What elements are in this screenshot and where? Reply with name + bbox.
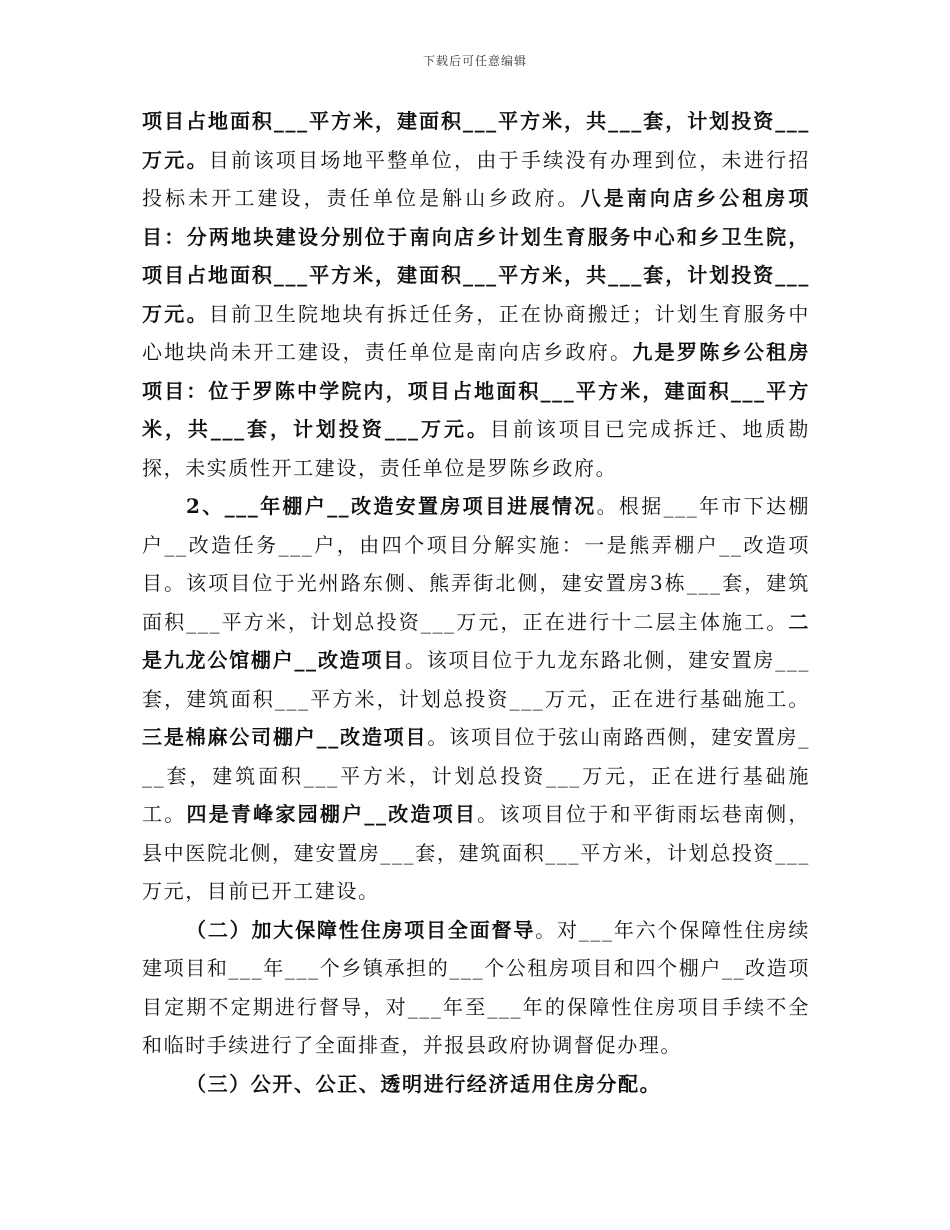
paragraph-allocation-heading (142, 1065, 810, 1104)
text-run: 。根据___年市下达棚户__改造任务___户，由四个项目分解实施：一是熊弄棚户__改造项目。该项目位于光州路东侧、熊弄街北侧，建安置房3栋___套，建筑面积___平方米，计划总投资___万元，正在进行十二层主体施工。 (142, 494, 811, 634)
text-run: 。该项目位于弦山南路西侧，建安置房___套，建筑面积___平方米，计划总投资___万元，正在进行基础施工。 (142, 725, 810, 826)
text-run: 。对___年六个保障性住房续建项目和___年___个乡镇承担的___个公租房项目和四个棚户__改造项目定期不定期进行督导，对___年至___年的保障性住房项目手续不全和临时手续进行了全面排查，并报县政府协调督促办理。 (142, 917, 810, 1057)
text-run: 2、___年棚户__改造安置房项目进展情况 (186, 494, 597, 518)
text-run: 目前该项目已完成拆迁、地质勘探，未实质性开工建设，责任单位是罗陈乡政府。 (142, 417, 810, 480)
paragraph-supervision (142, 911, 810, 1065)
text-run: 二是九龙公馆棚户__改造项目 (142, 609, 810, 672)
text-run: 八是南向店乡公租房项目：分两地块建设分别位于南向店乡计划生育服务中心和乡卫生院，项目占地面积___平方米，建面积___平方米，共___套，计划投资___万元。 (142, 186, 810, 326)
text-run: 四是青峰家园棚户__改造项目 (186, 802, 478, 826)
text-run: 目前该项目场地平整单位，由于手续没有办理到位，未进行招投标未开工建设，责任单位是斛山乡政府。 (142, 147, 810, 210)
text-run: 。该项目位于九龙东路北侧，建安置房___套，建筑面积___平方米，计划总投资___万元，正在进行基础施工。 (142, 648, 810, 711)
paragraph-projects-continued (142, 102, 810, 487)
text-run: （三）公开、公正、透明进行经济适用住房分配。 (186, 1071, 662, 1096)
page-header: 下载后可任意编辑 (422, 54, 527, 68)
text-run: 三是棉麻公司棚户__改造项目 (142, 725, 428, 749)
paragraph-shantytown-progress (142, 487, 810, 911)
text-run: （二）加大保障性住房项目全面督导 (186, 917, 536, 942)
text-run: 九是罗陈乡公租房项目：位于罗陈中学院内，项目占地面积___平方米，建面积___平方米，共___套，计划投资___万元。 (142, 340, 810, 441)
text-run: 项目占地面积___平方米，建面积___平方米，共___套，计划投资___万元。 (142, 109, 810, 172)
text-run: 。该项目位于和平街雨坛巷南侧，县中医院北侧，建安置房___套，建筑面积___平方米，计划总投资___万元，目前已开工建设。 (142, 802, 811, 903)
document-body (142, 102, 810, 1103)
text-run: 目前卫生院地块有拆迁任务，正在协商搬迁；计划生育服务中心地块尚未开工建设，责任单位是南向店乡政府。 (142, 301, 810, 364)
